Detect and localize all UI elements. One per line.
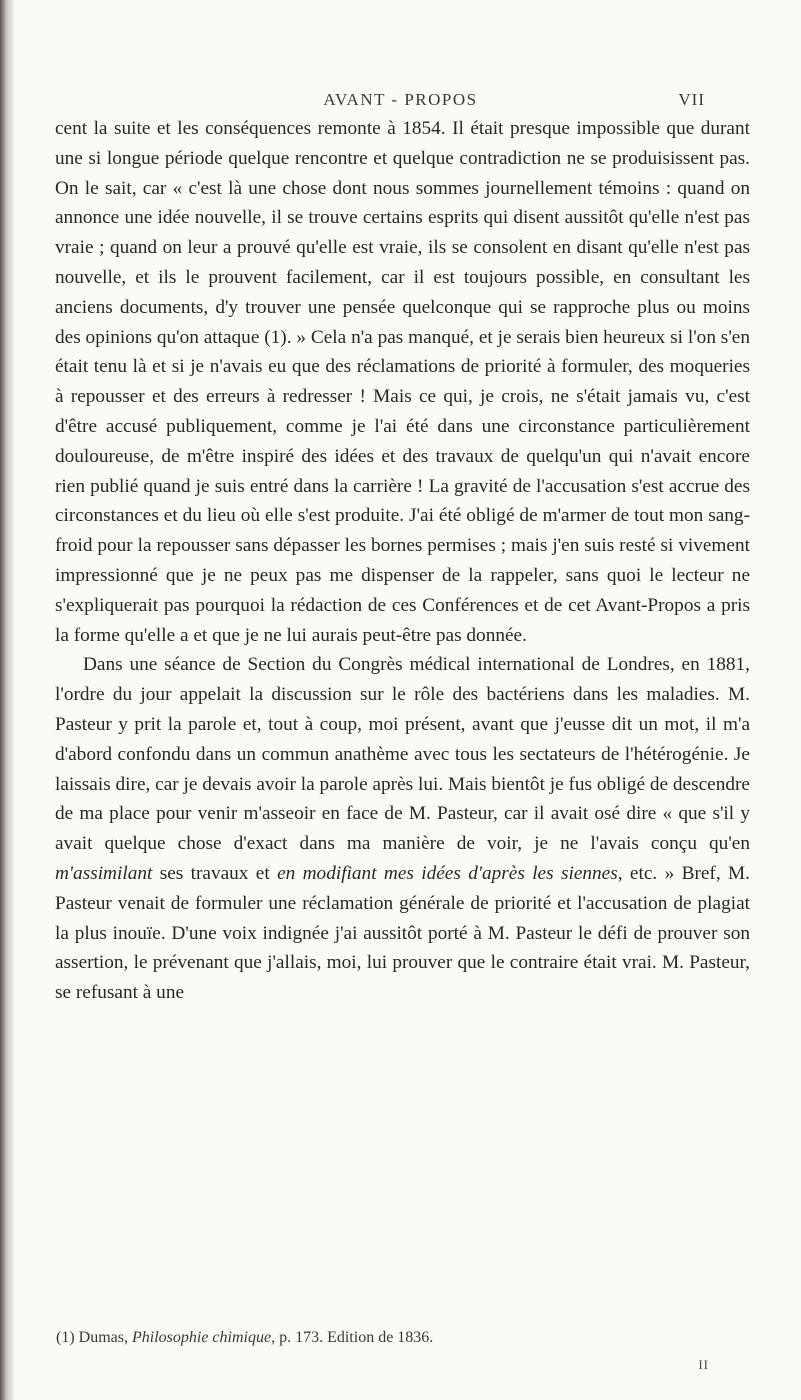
body-text xyxy=(55,114,750,1008)
footnote-title: Philosophie chimique xyxy=(131,1329,272,1346)
italic-phrase: m'assimilant xyxy=(55,862,153,884)
footnote-details: , p. 173. Edition de 1836. xyxy=(271,1329,434,1346)
footnote xyxy=(56,1327,751,1349)
footnote-author: Dumas, xyxy=(74,1329,132,1346)
page-spine-shadow xyxy=(0,0,14,1400)
paragraph-text: Dans une séance de Section du Congrès médical international de Londres, en 1881, l'ordre du jour appelait la discussion sur le rôle des bactériens dans les maladies. M. Pasteur y prit la parole et, tout à coup, moi présent, avant que j'eusse dit un mot, il m'a d'abord confondu dans un commun anathème avec tous les sectateurs de l'hétérogénie. Je laissais dire, car je devais avoir la parole après lui. Mais bientôt je fus obligé de descendre de ma place pour venir m'asseoir en face de M. Pasteur, car il avait osé dire « que s'il y avait quelque chose d'exact dans ma manière de voir, je ne l'avais conçu qu'en xyxy=(55,654,750,855)
footnote-marker: (1) xyxy=(56,1329,75,1346)
italic-phrase: en modifiant mes idées d'après les siennes xyxy=(277,862,618,884)
signature-mark: II xyxy=(698,1357,709,1372)
paragraph: cent la suite et les conséquences remonte à 1854. Il était presque impossible que durant une si longue période quelque rencontre et quelque contradiction ne se produisissent pas. On le sait, car « c'est là une chose dont nous sommes journellement témoins : quand on annonce une idée nouvelle, il se trouve certains esprits qui disent aussitôt qu'elle n'est pas vraie ; quand on leur a prouvé qu'elle est vraie, ils se consolent en disant qu'elle n'est pas nouvelle, et ils le prouvent facilement, car il est toujours possible, en consultant les anciens documents, d'y trouver une pensée quelconque qui se rapproche plus ou moins des opinions qu'on attaque (1). » Cela n'a pas manqué, et je serais bien heureux si l'on s'en était tenu là et si je n'avais eu que des réclamations de priorité à formuler, des moqueries à repousser et des erreurs à redresser ! Mais ce qui, je crois, ne s'était jamais vu, c'est d'être accusé publiquement, comme je l'ai été dans une circonstance particulièrement douloureuse, de m'être inspiré des idées et des travaux de quelqu'un qui n'avait encore rien publié quand je suis entré dans la carrière ! La gravité de l'accusation s'est accrue des circonstances et du lieu où elle s'est produite. J'ai été obligé de m'armer de tout mon sang-froid pour la repousser sans dépasser les bornes permises ; mais j'en suis resté si vivement impressionné que je ne peux pas me dispenser de la rappeler, sans quoi le lecteur ne s'expliquerait pas pourquoi la rédaction de ces Conférences et de cet Avant-Propos a pris la forme qu'elle a et que je ne lui aurais peut-être pas donnée. xyxy=(55,118,750,646)
paragraph xyxy=(55,650,750,1008)
page-number: VII xyxy=(678,90,705,109)
paragraph-text: , etc. » Bref, M. Pasteur venait de formuler une réclamation générale de priorité et l'accusation de plagiat la plus inouïe. D'une voix indignée j'ai aussitôt porté à M. Pasteur le défi de prouver son assertion, le prévenant que j'allais, moi, lui prouver que le contraire était vrai. M. Pasteur, se refusant à une xyxy=(55,862,750,1004)
paragraph-text: ses travaux et xyxy=(152,862,278,884)
running-title: AVANT - PROPOS xyxy=(323,90,478,109)
